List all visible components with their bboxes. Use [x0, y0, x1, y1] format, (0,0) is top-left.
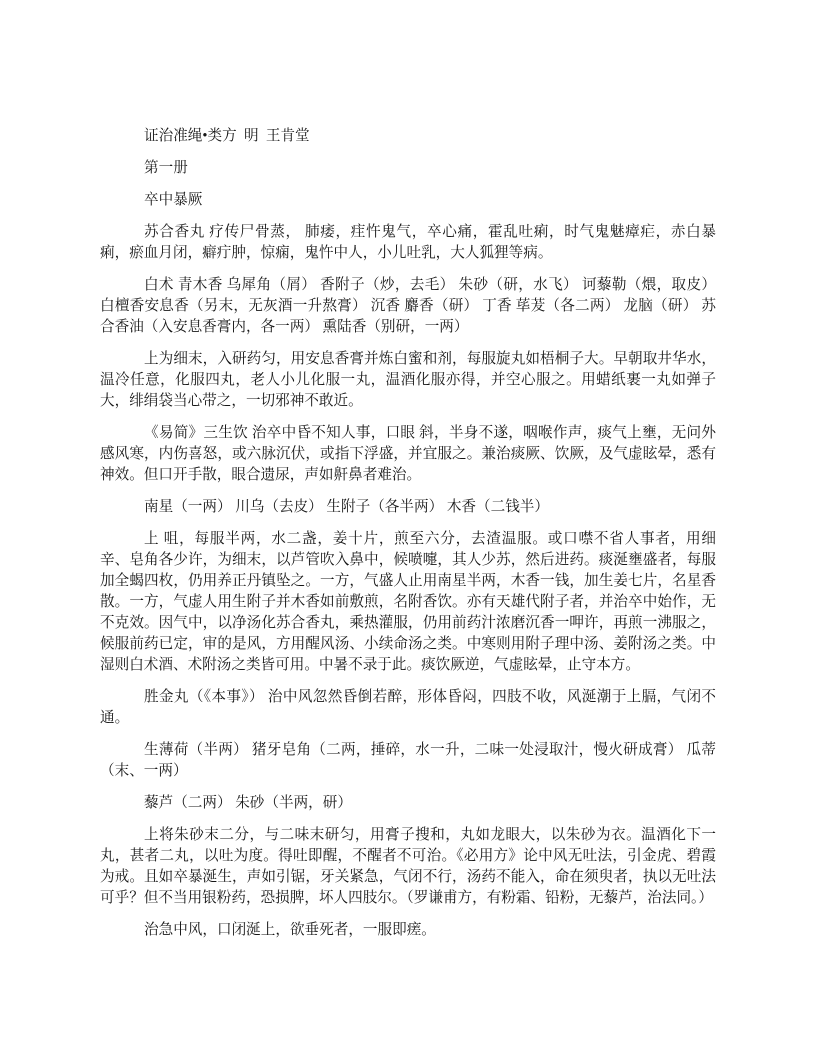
paragraph-shengjinwan-ingredients-2: 藜芦（二两） 朱砂（半两，研） — [144, 795, 352, 811]
paragraph-sanshengyin-indications: 《易简》三生饮 治卒中昏不知人事，口眼 斜，半身不遂，咽喉作声，痰气上壅，无问外感风寒，内伤喜怒，或六脉沉伏，或指下浮盛，并宜服之。兼治痰厥、饮厥，及气虚眩晕，悉有神效。但口开手散，眼合遗尿，声如鼾鼻者难治。 — [100, 425, 716, 483]
paragraph-suhexiangwan-ingredients: 白术 青木香 乌犀角（屑） 香附子（炒，去毛） 朱砂（研，水飞） 诃藜勒（煨，取皮） 白檀香安息香（另末，无灰酒一升熬膏） 沉香 麝香（研） 丁香 荜茇（各二两） 龙脑（研） 苏合香油（入安息香膏内，各一两） 熏陆香（别研，一两） — [100, 277, 720, 335]
chapter-heading: 卒中暴厥 — [144, 192, 203, 208]
volume-label: 第一册 — [144, 160, 188, 176]
paragraph-shengjinwan-note: 治急中风，口闭涎上，欲垂死者，一服即瘥。 — [144, 922, 436, 938]
paragraph-suhexiangwan-indications: 苏合香丸 疗传尸骨蒸， 肺痿，疰忤鬼气，卒心痛，霍乱吐痢，时气鬼魅瘴疟，赤白暴痢，瘀血月闭，癖疔肿，惊痫，鬼忤中人，小儿吐乳，大人狐狸等病。 — [100, 224, 716, 261]
document-title: 证治准绳•类方 明 王肯堂 — [144, 128, 310, 144]
paragraph-shengjinwan-preparation: 上将朱砂末二分，与二味末研匀，用膏子搜和，丸如龙眼大，以朱砂为衣。温酒化下一丸，甚者二丸，以吐为度。得吐即醒，不醒者不可治。《必用方》论中风无吐法，引金虎、碧霞为戒。且如卒暴涎生，声如引锯，牙关紧急，气闭不行，汤药不能入，命在须臾者，执以无吐法可乎？但不当用银粉药，恐损脾，坏人四肢尔。（罗谦甫方，有粉霜、铅粉，无藜芦，治法同。） — [100, 827, 716, 906]
paragraph-sanshengyin-usage: 上 咀，每服半两，水二盏，姜十片，煎至六分，去渣温服。或口噤不省人事者，用细辛、皂角各少许，为细末，以芦管吹入鼻中，候喷嚏，其人少苏，然后进药。痰涎壅盛者，每服加全蝎四枚，仍用养正丹镇坠之。一方，气盛人止用南星半两，木香一钱，加生姜七片，名星香散。一方，气虚人用生附子并木香如前敷煎，名附香饮。亦有天雄代附子者，并治卒中始作，无不克效。因气中，以净汤化苏合香丸，乘热灌服，仍用前药汁浓磨沉香一呷许，再煎一沸服之，候服前药已定，审的是风，方用醒风汤、小续命汤之类。中寒则用附子理中汤、姜附汤之类。中湿则白术酒、术附汤之类皆可用。中暑不录于此。痰饮厥逆，气虚眩晕，止守本方。 — [100, 531, 716, 673]
paragraph-sanshengyin-ingredients: 南星（一两） 川乌（去皮） 生附子（各半两） 木香（二钱半） — [144, 499, 549, 515]
paragraph-suhexiangwan-preparation: 上为细末，入研药匀，用安息香膏并炼白蜜和剂，每服旋丸如梧桐子大。早朝取井华水，温冷任意，化服四丸，老人小儿化服一丸，温酒化服亦得，并空心服之。用蜡纸裹一丸如弹子大，绯绢袋当心带之，一切邪神不敢近。 — [100, 351, 716, 409]
paragraph-shengjinwan-ingredients-1: 生薄荷（半两） 猪牙皂角（二两，捶碎，水一升，二味一处浸取汁，慢火研成膏） 瓜蒂（末、一两） — [100, 742, 716, 779]
paragraph-shengjinwan-indications: 胜金丸（《本事》） 治中风忽然昏倒若醉，形体昏闷，四肢不收，风涎潮于上膈，气闭不通。 — [100, 689, 716, 726]
